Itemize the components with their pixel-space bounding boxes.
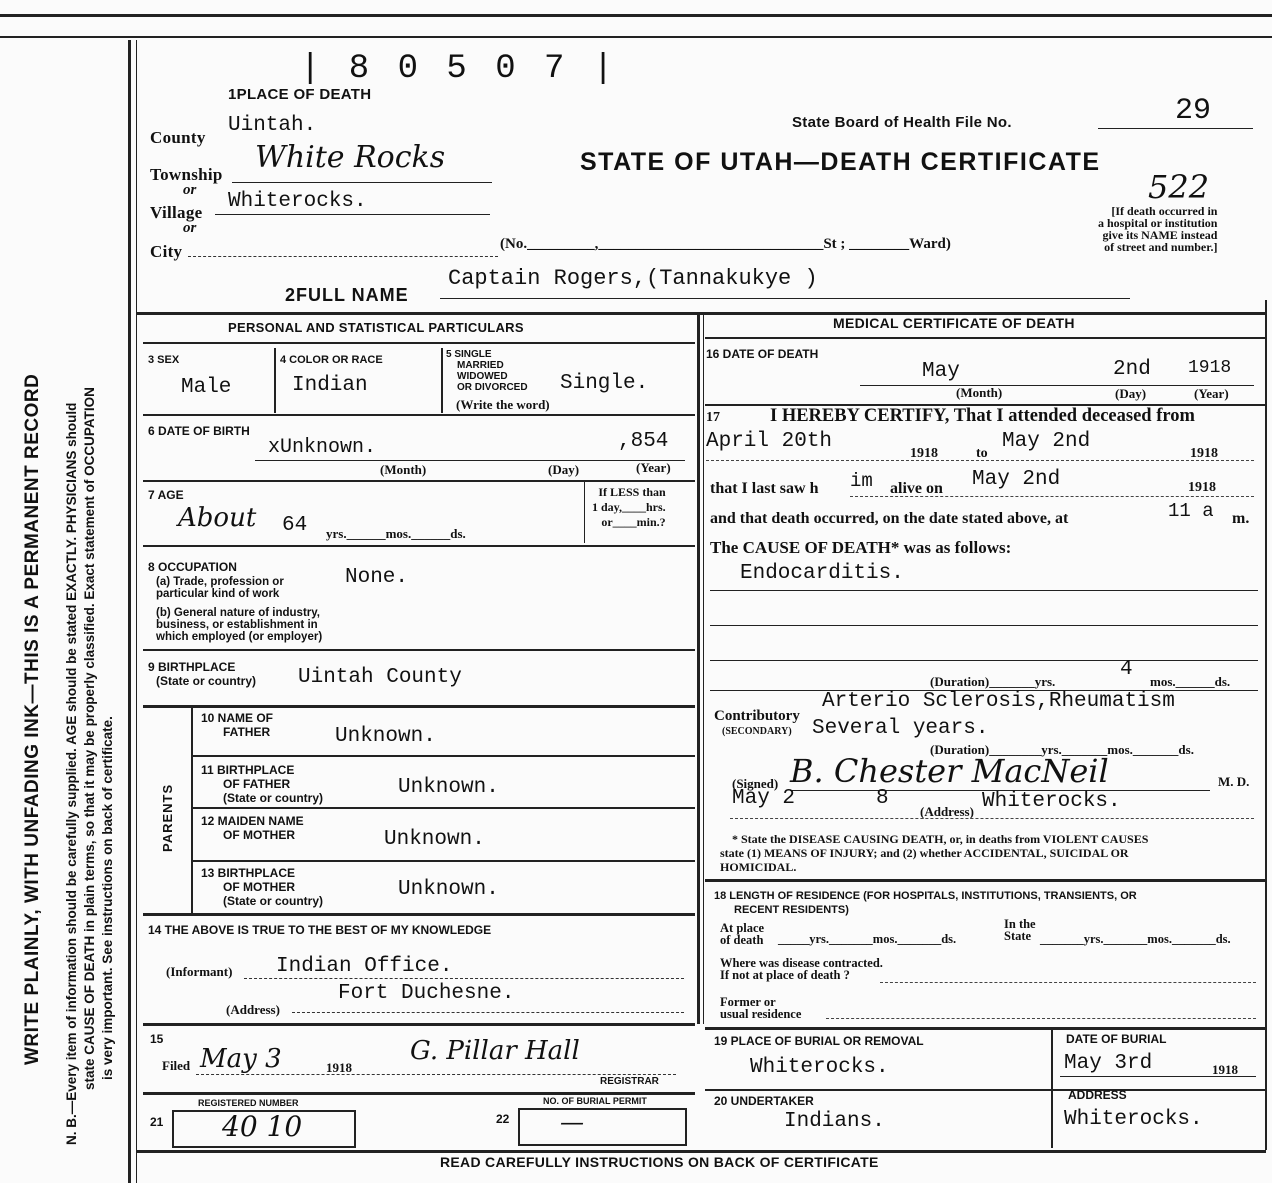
parent-line-1	[193, 755, 695, 757]
township-label: Township	[150, 165, 223, 184]
section-top-line	[136, 312, 1266, 315]
certify-text: I HEREBY CERTIFY, That I attended deceased from	[770, 406, 1195, 426]
burial-divider	[1051, 1028, 1053, 1148]
marital-label-married: MARRIED	[457, 360, 504, 371]
contracted-label	[720, 957, 883, 981]
age-value: 64	[282, 514, 308, 537]
undertaker-address-value: Whiterocks.	[1064, 1108, 1203, 1131]
duration-units: mos.______ds.	[1150, 674, 1231, 689]
village-value: Whiterocks.	[228, 190, 367, 213]
side-note-line-2: state CAUSE OF DEATH in plain terms, so that it may be properly classified. Exact statement of OCCUPATION	[82, 387, 97, 1090]
row-line-6	[143, 913, 695, 916]
contributory-value: Arterio Sclerosis,Rheumatism	[822, 690, 1175, 713]
dod-day: 2nd	[1113, 358, 1151, 381]
marital-label-divorced: OR DIVORCED	[457, 382, 528, 393]
informant-address-value: Fort Duchesne.	[338, 982, 515, 1005]
dob-value: xUnknown.	[268, 436, 377, 459]
burial-date-label: DATE OF BURIAL	[1066, 1032, 1167, 1046]
dod-month-label: (Month)	[956, 385, 1003, 400]
burial-place-value: Whiterocks.	[750, 1056, 889, 1079]
dod-label: 16 DATE OF DEATH	[706, 347, 819, 361]
to-date: May 2nd	[1002, 430, 1091, 453]
father-birthplace-value: Unknown.	[398, 776, 499, 799]
top-edge-line-2	[0, 36, 1272, 38]
last-saw-post: alive on	[890, 480, 943, 497]
sex-value: Male	[181, 376, 232, 399]
in-state-line-2: State	[1004, 929, 1032, 943]
last-saw-date: May 2nd	[972, 468, 1061, 491]
age-less-than	[592, 485, 666, 530]
former-line-1: Former or	[720, 995, 776, 1009]
last-saw-line	[850, 496, 1254, 497]
mother-name-label-1: 12 MAIDEN NAME	[201, 814, 304, 828]
city-line	[188, 256, 498, 257]
burial-permit-box	[518, 1108, 687, 1146]
cause-line-2	[710, 625, 1258, 626]
occupation-a-line-2: particular kind of work	[156, 588, 280, 600]
township-value: White Rocks	[255, 140, 446, 175]
at-place-label	[720, 922, 764, 946]
file-number-top: | 8 0 5 0 7 |	[300, 50, 618, 88]
last-saw-him: im	[850, 470, 873, 492]
state-board-label: State Board of Health File No.	[792, 114, 1012, 131]
former-residence-label	[720, 996, 801, 1020]
in-state-line-1: In the	[1004, 917, 1036, 931]
last-saw-year: 1918	[1188, 480, 1216, 495]
occupation-b-line-2: business, or establishment in	[156, 619, 318, 631]
burial-date-line	[1060, 1076, 1256, 1077]
in-state-units: _______yrs._______mos._______ds.	[1040, 932, 1231, 946]
birthplace-value: Uintah County	[298, 666, 462, 689]
marital-write-word: (Write the word)	[456, 397, 550, 412]
form-left-border-inner	[136, 40, 137, 1183]
parent-line-2	[193, 807, 695, 809]
to-label: to	[976, 446, 988, 461]
residence-label: 18 LENGTH OF RESIDENCE (FOR HOSPITALS, INSTITUTIONS, TRANSIENTS, OR	[714, 890, 1137, 902]
mother-name-value: Unknown.	[384, 828, 485, 851]
mother-bp-label-1: 13 BIRTHPLACE	[201, 866, 296, 880]
city-address-line: (No._________,______________________________St ; ________Ward)	[500, 236, 951, 252]
contracted-line-2: If not at place of death ?	[720, 968, 850, 982]
cause-line-1	[710, 590, 1258, 591]
age-less-line-3: or____min.?	[601, 515, 666, 529]
dob-year-label: (Year)	[636, 460, 671, 475]
mother-bp-label-2: OF MOTHER	[223, 880, 295, 894]
signed-label: (Signed)	[732, 776, 779, 791]
age-units: yrs.______mos.______ds.	[326, 526, 466, 541]
row-line-3	[143, 545, 695, 547]
undertaker-address-label: ADDRESS	[1068, 1088, 1127, 1102]
state-board-line	[1098, 128, 1253, 129]
medical-heading: MEDICAL CERTIFICATE OF DEATH	[833, 315, 1075, 331]
dod-month: May	[922, 360, 960, 383]
row-line-4	[143, 649, 695, 651]
hospital-note-line-3: give its NAME instead	[1102, 228, 1218, 242]
dob-year-value: ,854	[618, 430, 669, 453]
secondary-number: 522	[1148, 168, 1210, 206]
footnote-2: state (1) MEANS OF INJURY; and (2) whether ACCIDENTAL, SUICIDAL OR	[720, 846, 1129, 860]
center-divider	[697, 312, 700, 1024]
informant-label: (Informant)	[166, 964, 233, 979]
signed-date: May 2	[732, 787, 796, 810]
physician-signature: B. Chester MacNeil	[790, 752, 1109, 790]
cause-value: Endocarditis.	[740, 562, 904, 585]
medical-row-line-4	[705, 1089, 1265, 1091]
informant-address-label: (Address)	[226, 1002, 280, 1017]
dod-year-label: (Year)	[1194, 386, 1229, 401]
color-divider	[441, 348, 443, 413]
time-value: 11 a	[1168, 500, 1214, 522]
contributory-duration-label: (Duration)________yrs._______mos._______ds.	[930, 742, 1194, 757]
attended-line	[706, 460, 1254, 461]
informant-value: Indian Office.	[276, 955, 453, 978]
cause-line-3	[710, 660, 1258, 661]
dod-day-label: (Day)	[1115, 386, 1147, 401]
undertaker-label: 20 UNDERTAKER	[714, 1094, 814, 1108]
burial-date-value: May 3rd	[1064, 1052, 1153, 1075]
birthplace-label: 9 BIRTHPLACE	[148, 660, 236, 674]
full-name-line	[440, 298, 1130, 299]
medical-row-line-3	[705, 1027, 1265, 1030]
contributory-label: Contributory	[714, 708, 800, 724]
filed-label: Filed	[162, 1058, 191, 1073]
mother-birthplace-value: Unknown.	[398, 878, 499, 901]
color-label: 4 COLOR OR RACE	[280, 354, 383, 366]
row-line-7	[143, 1023, 695, 1026]
color-value: Indian	[292, 374, 368, 397]
father-bp-label-3: (State or country)	[223, 791, 324, 805]
sex-label: 3 SEX	[148, 354, 180, 366]
filed-line	[196, 1074, 676, 1075]
village-label: Village	[150, 203, 203, 222]
age-divider	[584, 481, 585, 543]
registrar-signature: G. Pillar Hall	[410, 1036, 580, 1066]
parents-divider	[191, 708, 193, 913]
occupation-b-line-3: which employed (or employer)	[156, 631, 323, 643]
medical-heading-line	[705, 337, 1265, 339]
contributory-duration-value: Several years.	[812, 717, 989, 740]
informant-line	[244, 978, 684, 979]
residence-label-2: RECENT RESIDENTS)	[734, 904, 849, 916]
occurred-text: and that death occurred, on the date stated above, at	[710, 510, 1069, 527]
from-date: April 20th	[706, 430, 833, 453]
city-label: City	[150, 242, 183, 261]
knowledge-label: 14 THE ABOVE IS TRUE TO THE BEST OF MY KNOWLEDGE	[148, 923, 492, 937]
marital-label-widowed: WIDOWED	[457, 371, 508, 382]
filed-year: 1918	[326, 1060, 352, 1075]
occupation-a-line-1: (a) Trade, profession or	[156, 576, 284, 588]
father-name-label-2: FATHER	[223, 725, 271, 739]
item-21: 21	[150, 1115, 164, 1129]
birthplace-sub: (State or country)	[156, 674, 257, 688]
contracted-line	[880, 982, 1256, 983]
last-saw-pre: that I last saw h	[710, 480, 819, 497]
personal-heading-line	[143, 342, 695, 344]
mother-bp-label-3: (State or country)	[223, 894, 324, 908]
footnote-1: * State the DISEASE CAUSING DEATH, or, in deaths from VIOLENT CAUSES	[732, 832, 1149, 846]
parent-line-3	[193, 860, 695, 862]
row-line-8	[143, 1092, 695, 1095]
footer-instructions: READ CAREFULLY INSTRUCTIONS ON BACK OF CERTIFICATE	[440, 1154, 879, 1170]
at-place-line-2: of death	[720, 933, 764, 947]
father-name-value: Unknown.	[335, 725, 436, 748]
bottom-line	[136, 1150, 1266, 1153]
occupation-value: None.	[345, 566, 409, 589]
medical-row-line-2	[705, 879, 1265, 882]
hospital-note	[1098, 205, 1217, 253]
form-left-border	[128, 40, 131, 1183]
hospital-note-line-4: of street and number.]	[1104, 240, 1218, 254]
dob-label: 6 DATE OF BIRTH	[148, 424, 250, 438]
hospital-note-line-1: [If death occurred in	[1111, 204, 1218, 218]
village-line	[215, 214, 490, 215]
footnote-3: HOMICIDAL.	[720, 860, 797, 874]
occupation-b	[156, 607, 322, 643]
age-label: 7 AGE	[148, 488, 184, 502]
from-year: 1918	[910, 446, 938, 461]
burial-date-year: 1918	[1212, 1062, 1238, 1077]
time-meridiem: m.	[1232, 510, 1250, 527]
age-prefix: About	[178, 503, 257, 533]
contracted-line-1: Where was disease contracted.	[720, 956, 883, 970]
age-less-line-2: 1 day,____hrs.	[592, 500, 666, 514]
burial-place-label: 19 PLACE OF BURIAL OR REMOVAL	[714, 1034, 924, 1048]
mother-name-label-2: OF MOTHER	[223, 828, 295, 842]
duration-label: (Duration)_______yrs.	[930, 674, 1056, 689]
in-state-label	[1004, 918, 1036, 942]
former-line	[826, 1018, 1256, 1019]
side-permanent-record: WRITE PLAINLY, WITH UNFADING INK—THIS IS A PERMANENT RECORD	[22, 373, 43, 1065]
or-1: or	[183, 182, 197, 198]
at-place-units: _____yrs._______mos._______ds.	[778, 932, 957, 946]
center-divider-inner	[703, 312, 704, 1024]
sex-divider	[274, 348, 276, 413]
md-label: M. D.	[1218, 774, 1250, 789]
physician-address-value: Whiterocks.	[982, 790, 1121, 813]
registrar-label: REGISTRAR	[600, 1076, 659, 1087]
former-line-2: usual residence	[720, 1007, 802, 1021]
side-note-line-3: is very important. See instructions on back of certificate.	[100, 716, 115, 1080]
item-15: 15	[150, 1032, 164, 1046]
dob-month-label: (Month)	[380, 462, 427, 477]
township-line	[232, 182, 492, 183]
father-name-label	[201, 711, 273, 739]
age-less-line-1: If LESS than	[598, 485, 666, 499]
dob-day-label: (Day)	[548, 462, 580, 477]
father-name-label-1: 10 NAME OF	[201, 711, 274, 725]
filed-value: May 3	[200, 1044, 282, 1074]
item-22: 22	[496, 1112, 510, 1126]
duration-value: 4	[1120, 658, 1133, 681]
at-place-line-1: At place	[720, 921, 765, 935]
item-17: 17	[706, 410, 720, 425]
burial-permit-label: NO. OF BURIAL PERMIT	[543, 1096, 647, 1106]
physician-address-label: (Address)	[920, 804, 974, 819]
undertaker-value: Indians.	[784, 1110, 885, 1133]
state-board-value: 29	[1175, 94, 1212, 128]
father-bp-label-1: 11 BIRTHPLACE	[201, 763, 295, 777]
physician-address-line	[730, 818, 1254, 819]
place-of-death-heading: 1PLACE OF DEATH	[228, 86, 372, 103]
dod-year: 1918	[1188, 358, 1232, 378]
signed-year: 8	[876, 787, 889, 810]
cause-label: The CAUSE OF DEATH* was as follows:	[710, 538, 1012, 557]
full-name-label: 2FULL NAME	[285, 285, 409, 305]
full-name-value: Captain Rogers,(Tannakukye )	[448, 266, 818, 291]
row-line-1	[143, 414, 695, 416]
reg-number-value: 40 10	[222, 1110, 303, 1143]
marital-label	[446, 349, 528, 393]
row-line-2	[143, 480, 695, 482]
marital-value: Single.	[560, 372, 649, 395]
father-birthplace-label	[201, 763, 323, 805]
reg-number-label: REGISTERED NUMBER	[198, 1098, 299, 1108]
occupation-b-line-1: (b) General nature of industry,	[156, 607, 320, 619]
mother-name-label	[201, 814, 304, 842]
side-note-line-1: N. B.—Every item of information should be carefully supplied. AGE should be stated EXACTLY. PHYSICIANS should	[64, 402, 79, 1145]
to-year: 1918	[1190, 446, 1218, 461]
occupation-a	[156, 576, 284, 600]
parents-label: PARENTS	[160, 783, 175, 852]
burial-permit-value: —	[560, 1108, 584, 1136]
form-right-border	[1265, 300, 1267, 1150]
hospital-note-line-2: a hospital or institution	[1098, 216, 1218, 230]
county-label: County	[150, 128, 206, 147]
occupation-label: 8 OCCUPATION	[148, 560, 237, 574]
certificate-title: STATE OF UTAH—DEATH CERTIFICATE	[580, 148, 1101, 176]
row-line-5	[143, 705, 695, 708]
marital-label-single: 5 SINGLE	[446, 349, 492, 360]
or-2: or	[183, 220, 197, 236]
dob-line	[255, 460, 685, 461]
top-edge-line	[0, 14, 1272, 17]
county-value: Uintah.	[228, 114, 317, 137]
informant-address-line	[292, 1012, 684, 1013]
contributory-sub: (SECONDARY)	[722, 726, 792, 737]
mother-birthplace-label	[201, 866, 323, 908]
personal-heading: PERSONAL AND STATISTICAL PARTICULARS	[228, 320, 524, 335]
father-bp-label-2: OF FATHER	[223, 777, 291, 791]
